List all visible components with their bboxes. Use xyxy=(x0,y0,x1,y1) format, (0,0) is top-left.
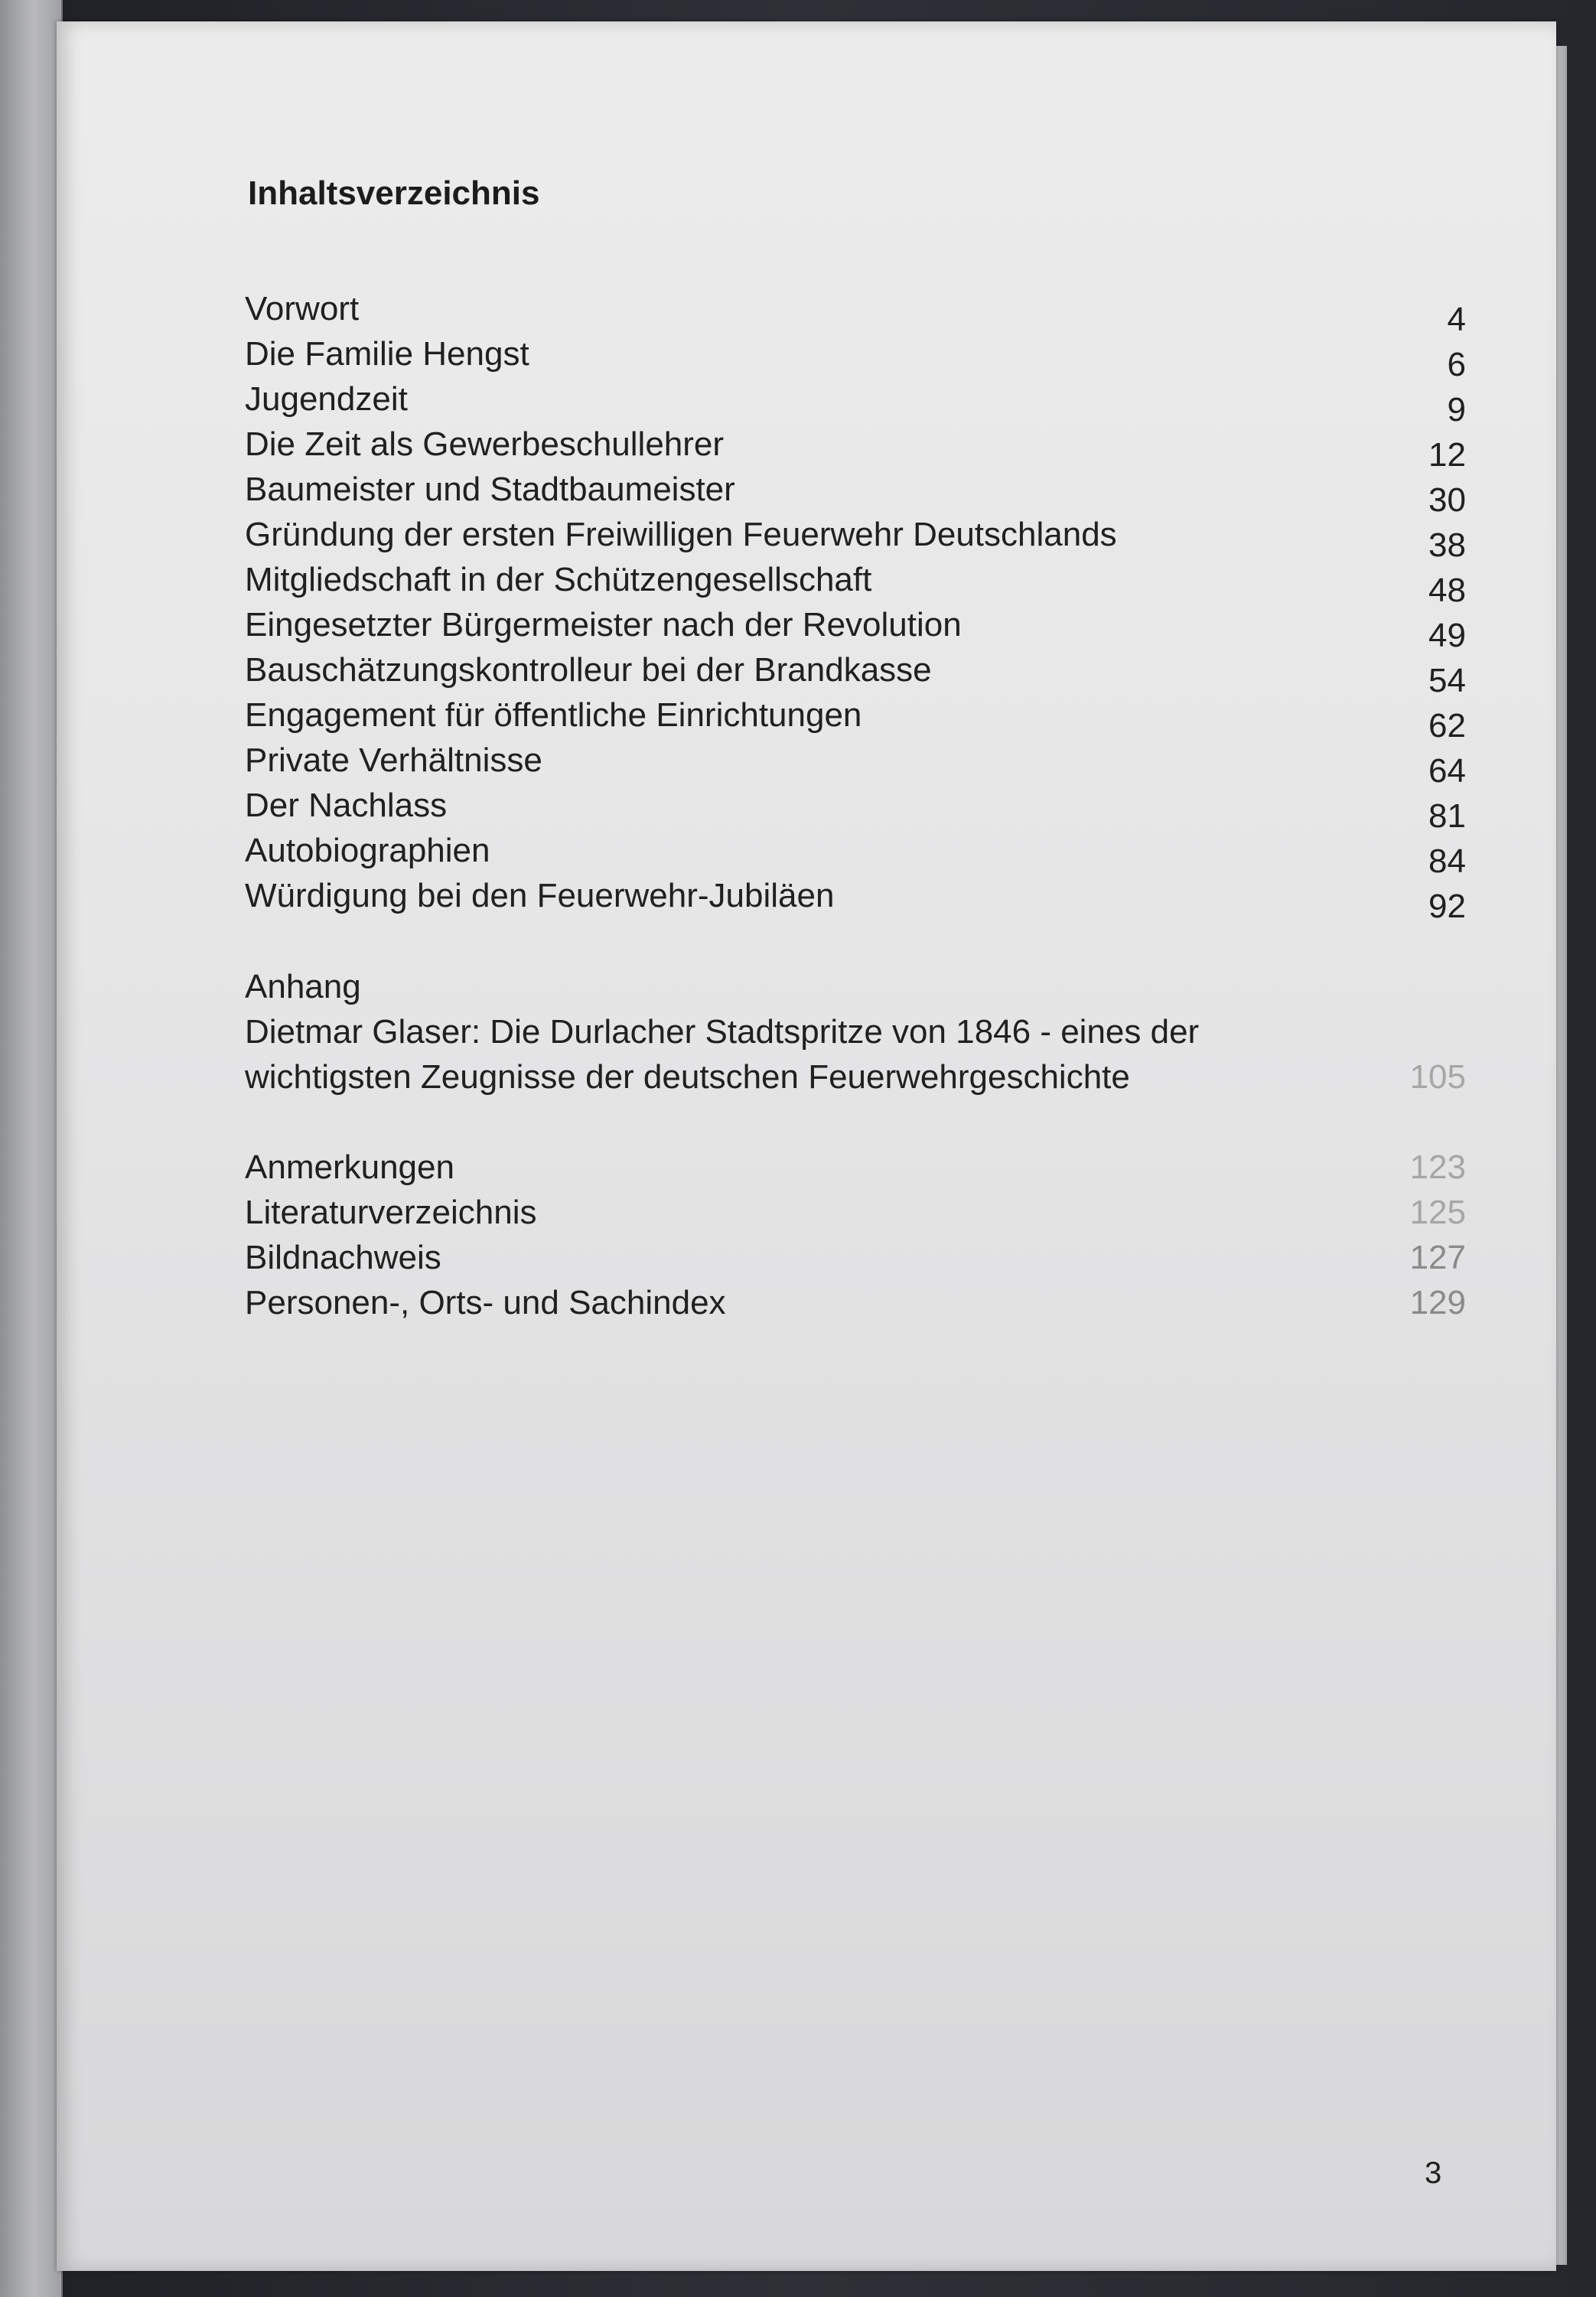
toc-entry-page: 129 xyxy=(1409,1284,1466,1321)
toc-entry-page: 12 xyxy=(1428,436,1466,474)
toc-entry xyxy=(245,1235,1466,1281)
toc-entry xyxy=(245,286,1466,338)
toc-entry-title: Bildnachweis xyxy=(245,1239,441,1276)
toc-entry-title: Die Zeit als Gewerbeschullehrer xyxy=(245,425,725,463)
toc-entry xyxy=(245,557,1466,609)
toc-entry xyxy=(245,647,1466,699)
toc-entry xyxy=(245,828,1466,880)
toc-entry-title: Die Familie Hengst xyxy=(245,335,529,373)
toc-entry-title: Personen-, Orts- und Sachindex xyxy=(245,1284,726,1321)
toc-entry-title: Bauschätzungskontrolleur bei der Brandkasse xyxy=(245,651,932,689)
appendix-entry-page: 105 xyxy=(1409,1058,1466,1096)
toc-entry-page: 38 xyxy=(1428,526,1466,564)
toc-entry xyxy=(245,1190,1466,1236)
toc-entry-title: Anmerkungen xyxy=(245,1148,454,1186)
toc-entry-title: Würdigung bei den Feuerwehr-Jubiläen xyxy=(245,877,835,914)
toc-entry xyxy=(245,1280,1466,1326)
toc-entry-page: 125 xyxy=(1409,1194,1466,1231)
previous-page-edge xyxy=(0,0,63,2297)
appendix-entry-line-2 xyxy=(245,1054,1466,1100)
toc-entry-title: Vorwort xyxy=(245,290,360,327)
toc-entry-page: 4 xyxy=(1447,301,1466,338)
toc-entry-page: 127 xyxy=(1409,1239,1466,1276)
toc-entry-page: 62 xyxy=(1428,707,1466,744)
toc-entry-page: 49 xyxy=(1428,617,1466,654)
toc-entry-title: Der Nachlass xyxy=(245,787,448,824)
toc-entry-page: 9 xyxy=(1447,391,1466,428)
toc-entry xyxy=(245,422,1466,474)
toc-entry-page: 92 xyxy=(1428,888,1466,925)
toc-entry-title: Jugendzeit xyxy=(245,380,408,418)
page-number: 3 xyxy=(1425,2156,1442,2190)
appendix-label: Anhang xyxy=(245,968,361,1005)
toc-entry-page: 54 xyxy=(1428,662,1466,699)
toc-entry xyxy=(245,467,1466,519)
toc-entry-page: 84 xyxy=(1428,842,1466,880)
appendix-heading-row xyxy=(245,964,1466,1010)
toc-entry-title: Literaturverzeichnis xyxy=(245,1194,537,1231)
toc-entry xyxy=(245,783,1466,835)
toc-entry-page: 48 xyxy=(1428,572,1466,609)
toc-entry xyxy=(245,512,1466,564)
toc-entry xyxy=(245,602,1466,654)
page-title: Inhaltsverzeichnis xyxy=(248,174,540,212)
toc-entry xyxy=(245,331,1466,383)
toc-entry-page: 123 xyxy=(1409,1148,1466,1186)
toc-entry-page: 64 xyxy=(1428,752,1466,790)
toc-entry-title: Private Verhältnisse xyxy=(245,741,542,779)
toc-entry-title: Autobiographien xyxy=(245,832,490,869)
toc-entry-title: Gründung der ersten Freiwilligen Feuerwehr Deutschlands xyxy=(245,516,1117,553)
toc-entry xyxy=(245,738,1466,790)
toc-entry xyxy=(245,692,1466,744)
appendix-entry-title-line-2: wichtigsten Zeugnisse der deutschen Feuerwehrgeschichte xyxy=(245,1058,1130,1096)
appendix-entry-line-1 xyxy=(245,1009,1466,1055)
toc-entry-page: 81 xyxy=(1428,797,1466,835)
toc-entry-title: Mitgliedschaft in der Schützengesellschaft xyxy=(245,561,872,598)
toc-entry-title: Engagement für öffentliche Einrichtungen xyxy=(245,696,862,734)
toc-entry-title: Baumeister und Stadtbaumeister xyxy=(245,471,735,508)
toc-entry-page: 30 xyxy=(1428,481,1466,519)
toc-entry xyxy=(245,1145,1466,1191)
toc-entry-title: Eingesetzter Bürgermeister nach der Revolution xyxy=(245,606,962,643)
toc-entry-page: 6 xyxy=(1447,346,1466,383)
book-page xyxy=(57,21,1556,2271)
toc-entry xyxy=(245,873,1466,925)
toc-entry xyxy=(245,376,1466,428)
appendix-entry-title-line-1: Dietmar Glaser: Die Durlacher Stadtspritze von 1846 - eines der xyxy=(245,1013,1200,1051)
